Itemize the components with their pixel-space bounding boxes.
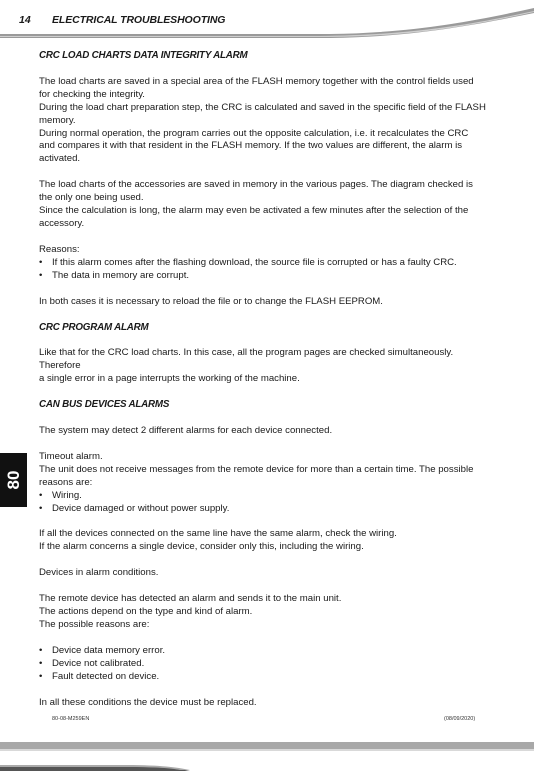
section-heading-can-bus: CAN BUS DEVICES ALARMS [39, 399, 170, 411]
final-text: In all these conditions the device must be replaced. [39, 696, 257, 708]
list-item: • Device damaged or without power supply. [39, 503, 495, 516]
text-line: accessory. [39, 217, 85, 229]
paragraph-crc-load-1 [39, 76, 495, 166]
text-line: If the alarm concerns a single device, consider only this, including the wiring. [39, 541, 364, 553]
text-line: Like that for the CRC load charts. In this case, all the program pages are checked simultaneously. Therefore [39, 347, 454, 372]
document-code: 80-08-M259EN [52, 716, 90, 722]
list-item: • Device not calibrated. [39, 658, 495, 671]
section-heading-crc-load: CRC LOAD CHARTS DATA INTEGRITY ALARM [39, 50, 248, 61]
timeout-label: Timeout alarm. [39, 450, 103, 462]
devices-label: Devices in alarm conditions. [39, 567, 159, 579]
list-item: • Wiring. [39, 490, 495, 503]
page-number: 14 [19, 14, 31, 26]
paragraph-crc-load-2 [39, 179, 495, 231]
document-date: (08/09/2020) [444, 716, 476, 722]
list-item: • Device data memory error. [39, 645, 495, 658]
text-line: The possible reasons are: [39, 619, 150, 630]
text-line: The actions depend on the type and kind of alarm. [39, 606, 253, 618]
text-line: The load charts of the accessories are saved in memory in the various pages. The diagram checked is [39, 179, 473, 191]
reasons-list [39, 257, 495, 283]
text-line: The load charts are saved in a special area of the FLASH memory together with the control fields used [39, 75, 474, 87]
paragraph-crc-program [39, 347, 495, 386]
conclusion-text: In both cases it is necessary to reload the file or to change the FLASH EEPROM. [39, 295, 383, 307]
chapter-title: ELECTRICAL TROUBLESHOOTING [52, 14, 226, 26]
device-reasons-list [39, 645, 495, 684]
text-line: and compares it with that resident in the FLASH memory. If the two values are different, the alarm is [39, 140, 463, 152]
text-line: the only one being used. [39, 192, 144, 204]
reasons-label: Reasons: [39, 243, 80, 255]
footer-bars [0, 742, 534, 772]
text-line: reasons are: [39, 476, 93, 488]
timeout-reasons-list [39, 490, 495, 516]
chapter-tab-label: 80 [3, 470, 23, 490]
text-line: During normal operation, the program carries out the opposite calculation, i.e. it recalculates the CRC [39, 127, 469, 139]
text-line: The unit does not receive messages from the remote device for more than a certain time. The possible [39, 463, 474, 475]
text-line: If all the devices connected on the same line have the same alarm, check the wiring. [39, 528, 397, 540]
can-bus-intro: The system may detect 2 different alarms for each device connected. [39, 425, 333, 437]
page-header [0, 0, 534, 38]
text-line: memory. [39, 114, 76, 126]
list-item: • Fault detected on device. [39, 671, 495, 684]
list-item: • If this alarm comes after the flashing download, the source file is corrupted or has a faulty CRC. [39, 257, 495, 270]
section-heading-crc-program: CRC PROGRAM ALARM [39, 321, 149, 333]
text-line: a single error in a page interrupts the working of the machine. [39, 373, 300, 385]
text-line: The remote device has detected an alarm and sends it to the main unit. [39, 593, 342, 605]
page-content [39, 50, 495, 710]
text-line: Since the calculation is long, the alarm may even be activated a few minutes after the selection of the [39, 205, 469, 217]
text-line: During the load chart preparation step, the CRC is calculated and saved in the specific field of the FLASH [39, 101, 486, 113]
text-line: activated. [39, 153, 81, 165]
text-line: for checking the integrity. [39, 88, 145, 100]
list-item: • The data in memory are corrupt. [39, 270, 495, 283]
chapter-tab [0, 453, 27, 507]
